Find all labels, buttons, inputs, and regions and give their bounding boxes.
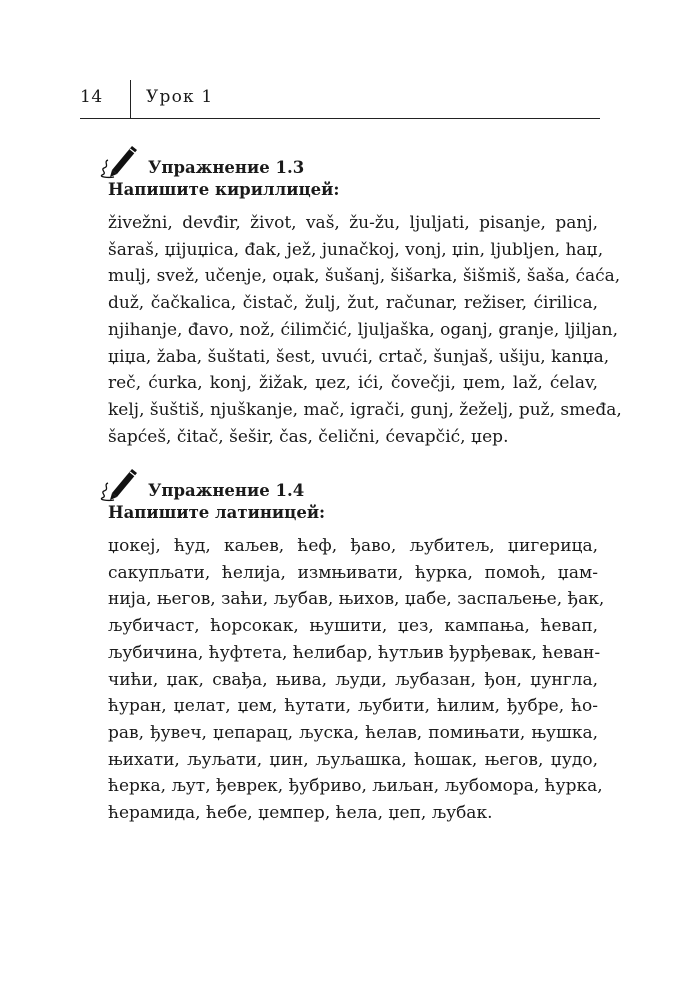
text-line: љубичаст, ћорсокак, њушити, џез, кампања, ћевап, (108, 616, 598, 637)
exercise-text (108, 210, 622, 450)
exercise-1-4 (98, 463, 608, 827)
exercise-instruction: Напишите латиницей: (108, 503, 326, 522)
text-line: živežni, devđir, život, vaš, žu-žu, ljuljati, pisanje, panj, (108, 213, 598, 233)
text-line: njihanje, đavo, nož, ćilimčić, ljuljaška, oganj, granje, ljiljan, (108, 319, 618, 340)
text-line: mulj, svež, učenje, oџak, šušanj, šišarka, šišmiš, šaša, ćaća, (108, 266, 621, 287)
exercise-heading (98, 463, 608, 527)
page-header (80, 80, 600, 119)
text-line: џокеј, ћуд, каљев, ћеф, ђаво, љубитељ, џигерица, (108, 536, 598, 556)
text-line: сакупљати, ћелија, измњивати, ћурка, помоћ, џам- (108, 562, 598, 583)
text-line: њихати, љуљати, џин, љуљашка, ћошак, његов, џудо, (108, 749, 598, 770)
exercise-title: Упражнение 1.3 (148, 158, 305, 177)
text-line: duž, čačkalica, čistač, žulj, žut, računar, režiser, ćirilica, (108, 293, 598, 314)
text-line: reč, ćurka, konj, žižak, џez, ići, čovečji, џem, laž, ćelav, (108, 373, 598, 394)
pen-icon (98, 463, 142, 503)
exercise-1-3 (98, 140, 622, 450)
text-line: ћуран, џелат, џем, ћутати, љубити, ћилим, ђубре, ћо- (108, 696, 598, 717)
chapter-title: Урок 1 (146, 87, 214, 107)
text-line: ћерка, љут, ђеврек, ђубриво, љиљан, љубомора, ћурка, (108, 776, 603, 797)
exercise-title: Упражнение 1.4 (148, 481, 305, 500)
text-line: нија, његов, заћи, љубав, њихов, џабе, заспаљење, ђак, (108, 589, 605, 610)
text-line: šapćeš, čitač, šešir, čas, čelični, ćevapčić, џep. (108, 426, 509, 447)
page-number: 14 (80, 87, 103, 107)
text-line: kelj, šuštiš, njuškanje, mač, igrači, gunj, žeželj, puž, smeđa, (108, 399, 622, 420)
text-line: šaraš, џijuџica, đak, jež, junačkoj, vonj, џin, ljubljen, haџ, (108, 239, 604, 260)
text-line: рав, ђувеч, џепарац, љуска, ћелав, помињати, њушка, (108, 722, 598, 743)
exercise-instruction: Напишите кириллицей: (108, 180, 340, 199)
text-line: џiџa, žaba, šuštati, šest, uvući, crtač, šunjaš, ušiju, kanџa, (108, 346, 610, 367)
exercise-heading (98, 140, 608, 204)
exercise-text (108, 533, 608, 827)
text-line: ћерамида, ћебе, џемпер, ћела, џеп, љубак. (108, 803, 493, 824)
pen-icon (98, 140, 142, 180)
header-divider (130, 80, 131, 118)
text-line: чићи, џак, свађа, њива, људи, љубазан, ђон, џунгла, (108, 669, 598, 690)
text-line: љубичина, ћуфтета, ћелибар, ћутљив ђурђевак, ћеван- (108, 642, 601, 663)
